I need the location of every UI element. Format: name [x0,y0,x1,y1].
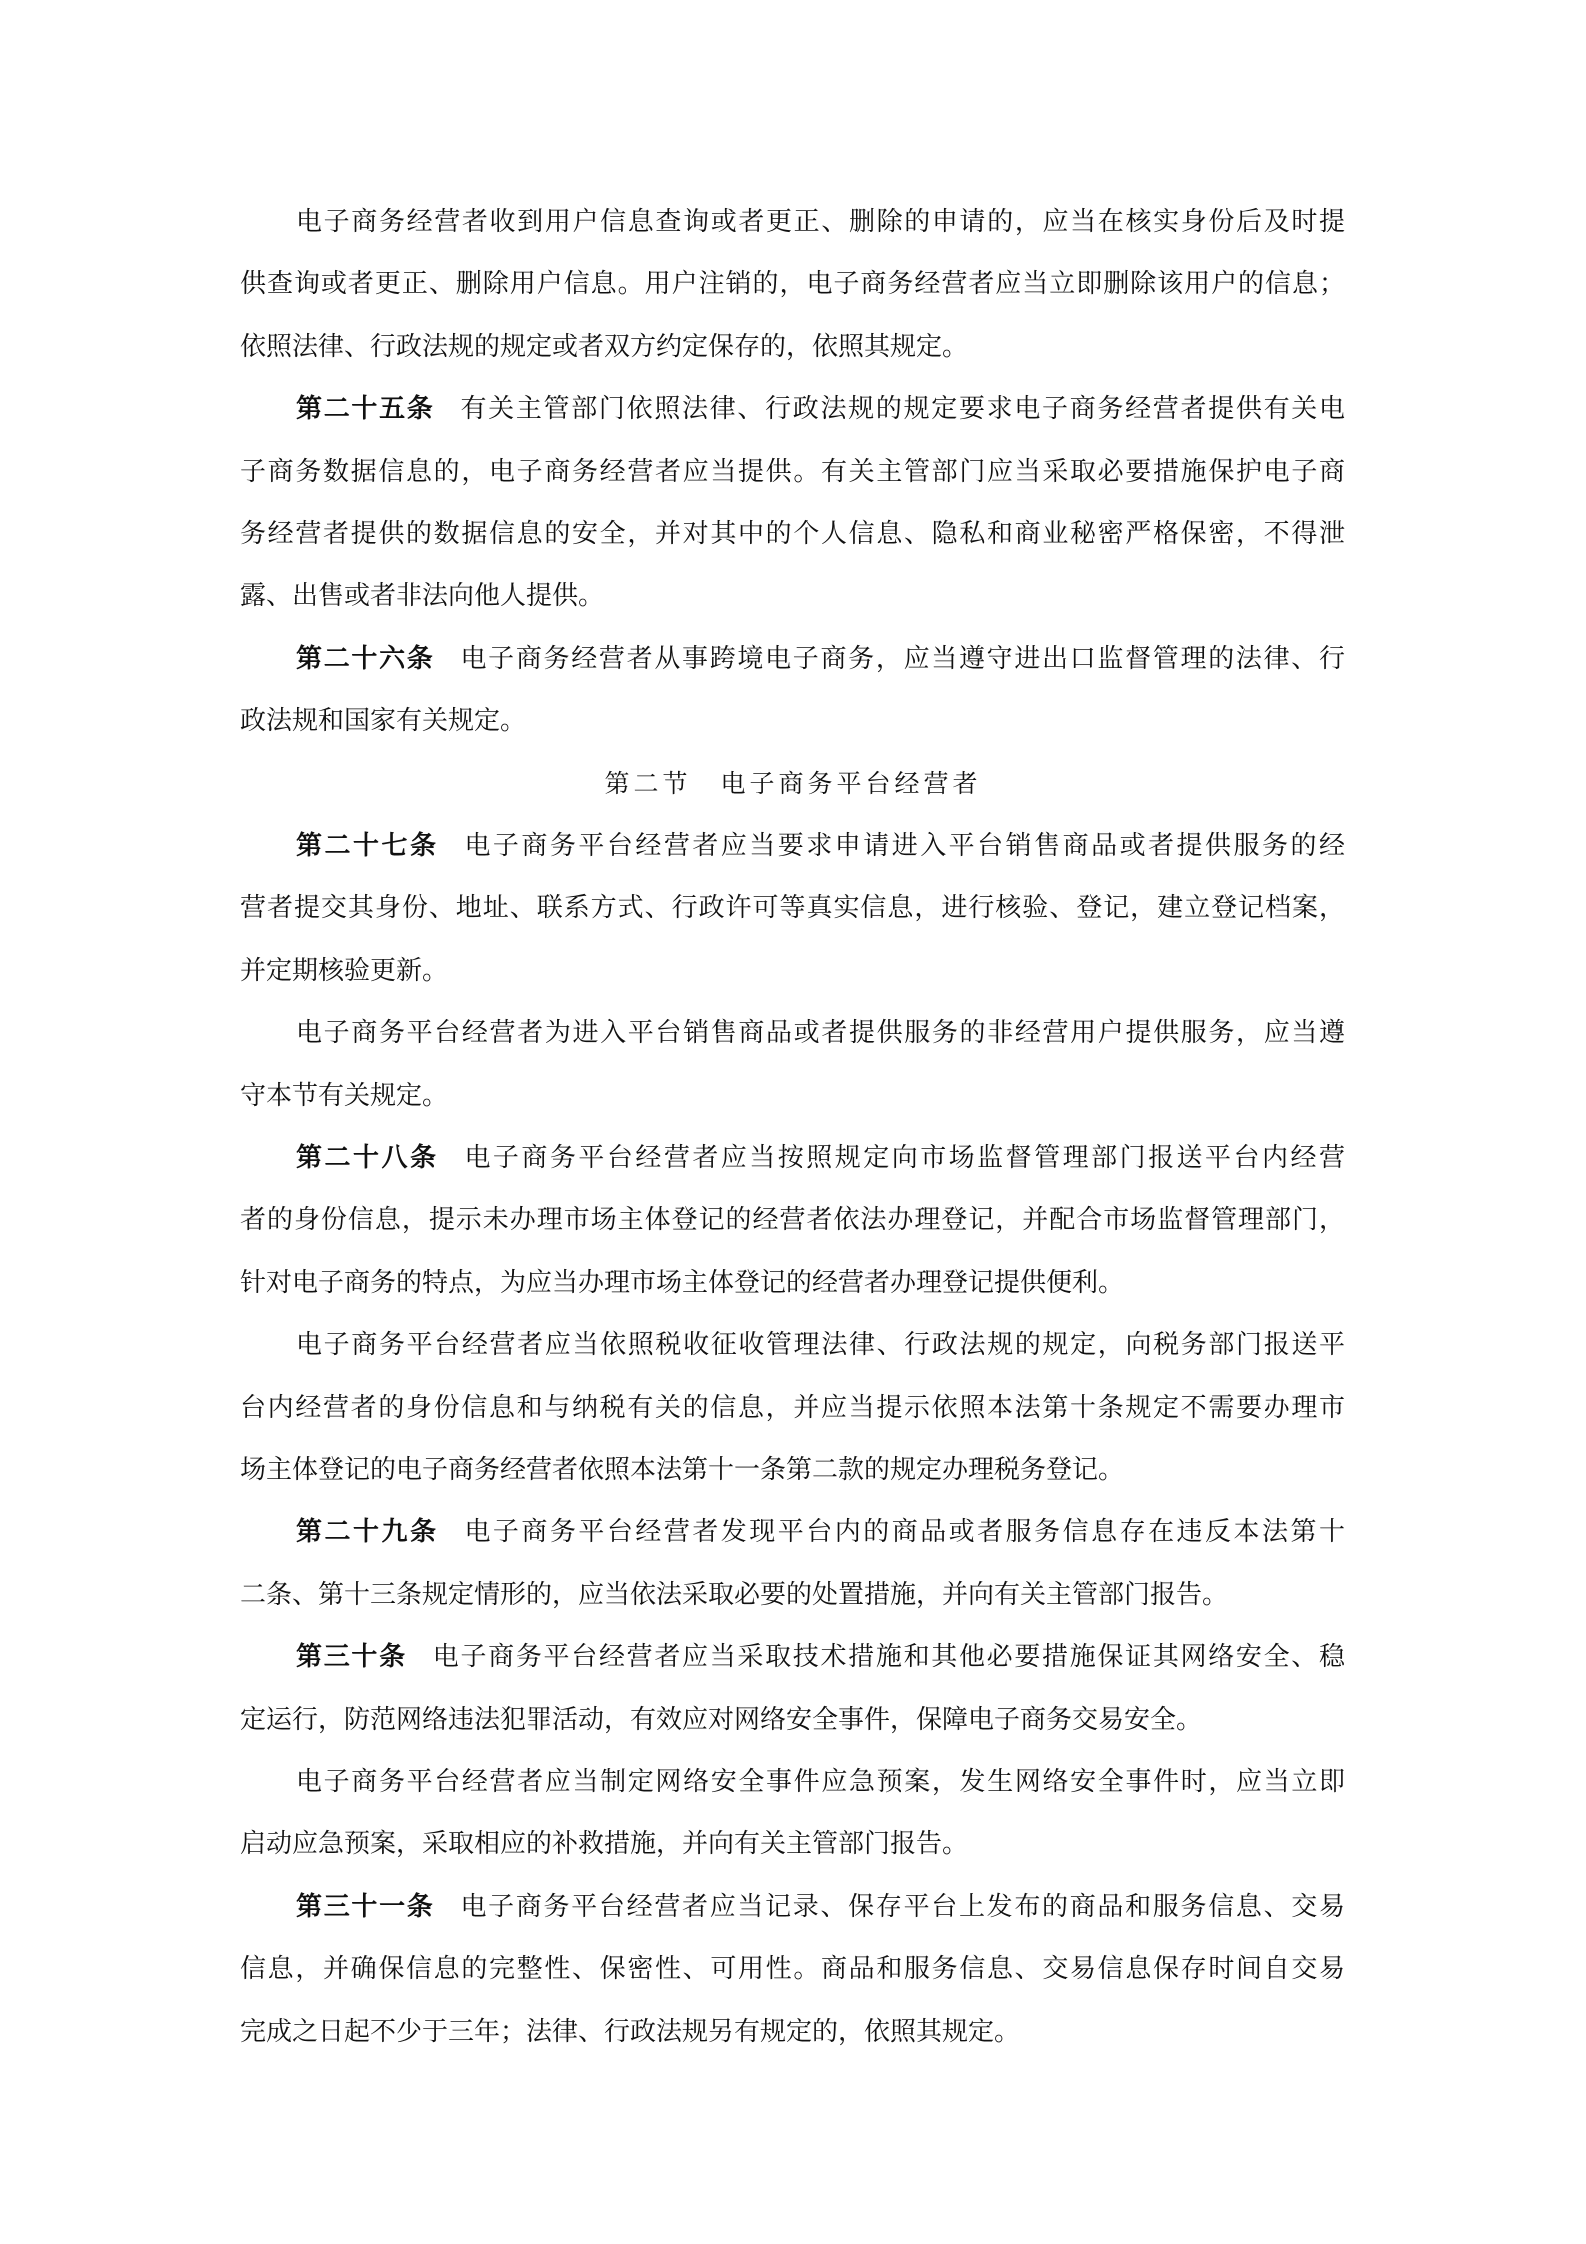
line-text: 信息，并确保信息的完整性、保密性、可用性。商品和服务信息、交易信息保存时间自交易 [240,1954,1345,1985]
article-number: 第二十七条 [296,831,439,861]
line-text: 供查询或者更正、删除用户信息。用户注销的，电子商务经营者应当立即删除该用户的信息； [240,269,1345,300]
paragraph-line [240,1751,1345,1813]
line-text: 电子商务平台经营者应当要求申请进入平台销售商品或者提供服务的经 [464,831,1345,861]
paragraph-line [240,503,1345,565]
paragraph-line [240,1377,1345,1439]
paragraph-line [240,1689,1345,1751]
article-number: 第三十条 [296,1642,407,1673]
article-number: 第二十六条 [296,643,435,674]
line-text: 务经营者提供的数据信息的安全，并对其中的个人信息、隐私和商业秘密严格保密，不得泄 [240,519,1345,549]
line-text: 电子商务平台经营者应当记录、保存平台上发布的商品和服务信息、交易 [460,1891,1345,1922]
paragraph-line [240,1252,1345,1314]
line-text: 电子商务平台经营者应当按照规定向市场监督管理部门报送平台内经营 [464,1143,1345,1173]
paragraph-line [240,316,1345,378]
line-text: 营者提交其身份、地址、联系方式、行政许可等真实信息，进行核验、登记，建立登记档案， [240,893,1345,924]
paragraph-line [240,1564,1345,1626]
paragraph-line [240,441,1345,503]
line-text: 二条、第十三条规定情形的，应当依法采取必要的处置措施，并向有关主管部门报告。 [240,1579,1229,1610]
line-text: 启动应急预案，采取相应的补救措施，并向有关主管部门报告。 [240,1829,969,1860]
line-text: 电子商务平台经营者为进入平台销售商品或者提供服务的非经营用户提供服务，应当遵 [296,1018,1345,1049]
line-text: 者的身份信息，提示未办理市场主体登记的经营者依法办理登记，并配合市场监督管理部门， [240,1205,1345,1236]
paragraph-line [240,1127,1345,1189]
line-text: 守本节有关规定。 [240,1080,449,1111]
paragraph-line [240,815,1345,877]
paragraph-line [240,628,1345,690]
article-number: 第二十九条 [296,1517,439,1548]
paragraph-line [240,940,1345,1002]
paragraph-line [240,1626,1345,1688]
line-text: 电子商务平台经营者发现平台内的商品或者服务信息存在违反本法第十 [464,1517,1345,1548]
line-text: 露、出售或者非法向他人提供。 [240,581,605,612]
section-heading: 第二节 电子商务平台经营者 [604,768,982,798]
line-text: 电子商务经营者收到用户信息查询或者更正、删除的申请的，应当在核实身份后及时提 [296,207,1345,237]
paragraph-line [240,253,1345,315]
line-text: 子商务数据信息的，电子商务经营者应当提供。有关主管部门应当采取必要措施保护电子商 [240,456,1345,487]
line-text: 电子商务经营者从事跨境电子商务，应当遵守进出口监督管理的法律、行 [460,643,1345,674]
paragraph-line [240,1501,1345,1563]
paragraph-line [240,1813,1345,1875]
paragraph-line [240,2001,1345,2063]
line-text: 依照法律、行政法规的规定或者双方约定保存的，依照其规定。 [240,331,969,362]
line-text: 电子商务平台经营者应当制定网络安全事件应急预案，发生网络安全事件时，应当立即 [296,1767,1345,1797]
paragraph-line [240,565,1345,627]
line-text: 有关主管部门依照法律、行政法规的规定要求电子商务经营者提供有关电 [460,394,1345,425]
paragraph-line [240,1314,1345,1376]
line-text: 台内经营者的身份信息和与纳税有关的信息，并应当提示依照本法第十条规定不需要办理市 [240,1392,1345,1423]
paragraph-line [240,378,1345,440]
article-number: 第二十五条 [296,394,435,425]
paragraph-line [240,1876,1345,1938]
line-text: 电子商务平台经营者应当依照税收征收管理法律、行政法规的规定，向税务部门报送平 [296,1330,1345,1361]
paragraph-line [240,877,1345,939]
article-number: 第二十八条 [296,1143,439,1173]
line-text: 针对电子商务的特点，为应当办理市场主体登记的经营者办理登记提供便利。 [240,1267,1125,1298]
paragraph-line [240,1938,1345,2000]
paragraph-line [240,191,1345,253]
article-number: 第三十一条 [296,1891,435,1922]
line-text: 电子商务平台经营者应当采取技术措施和其他必要措施保证其网络安全、稳 [432,1642,1345,1673]
paragraph-line [240,690,1345,752]
line-text: 完成之日起不少于三年；法律、行政法规另有规定的，依照其规定。 [240,2016,1021,2047]
line-text: 场主体登记的电子商务经营者依照本法第十一条第二款的规定办理税务登记。 [240,1455,1125,1485]
line-text: 政法规和国家有关规定。 [240,706,527,737]
paragraph-line [240,1439,1345,1501]
line-text: 并定期核验更新。 [240,955,449,986]
paragraph-line [240,1065,1345,1127]
line-text: 定运行，防范网络违法犯罪活动，有效应对网络安全事件，保障电子商务交易安全。 [240,1704,1203,1735]
paragraph-line [240,1002,1345,1064]
paragraph-line [240,1189,1345,1251]
